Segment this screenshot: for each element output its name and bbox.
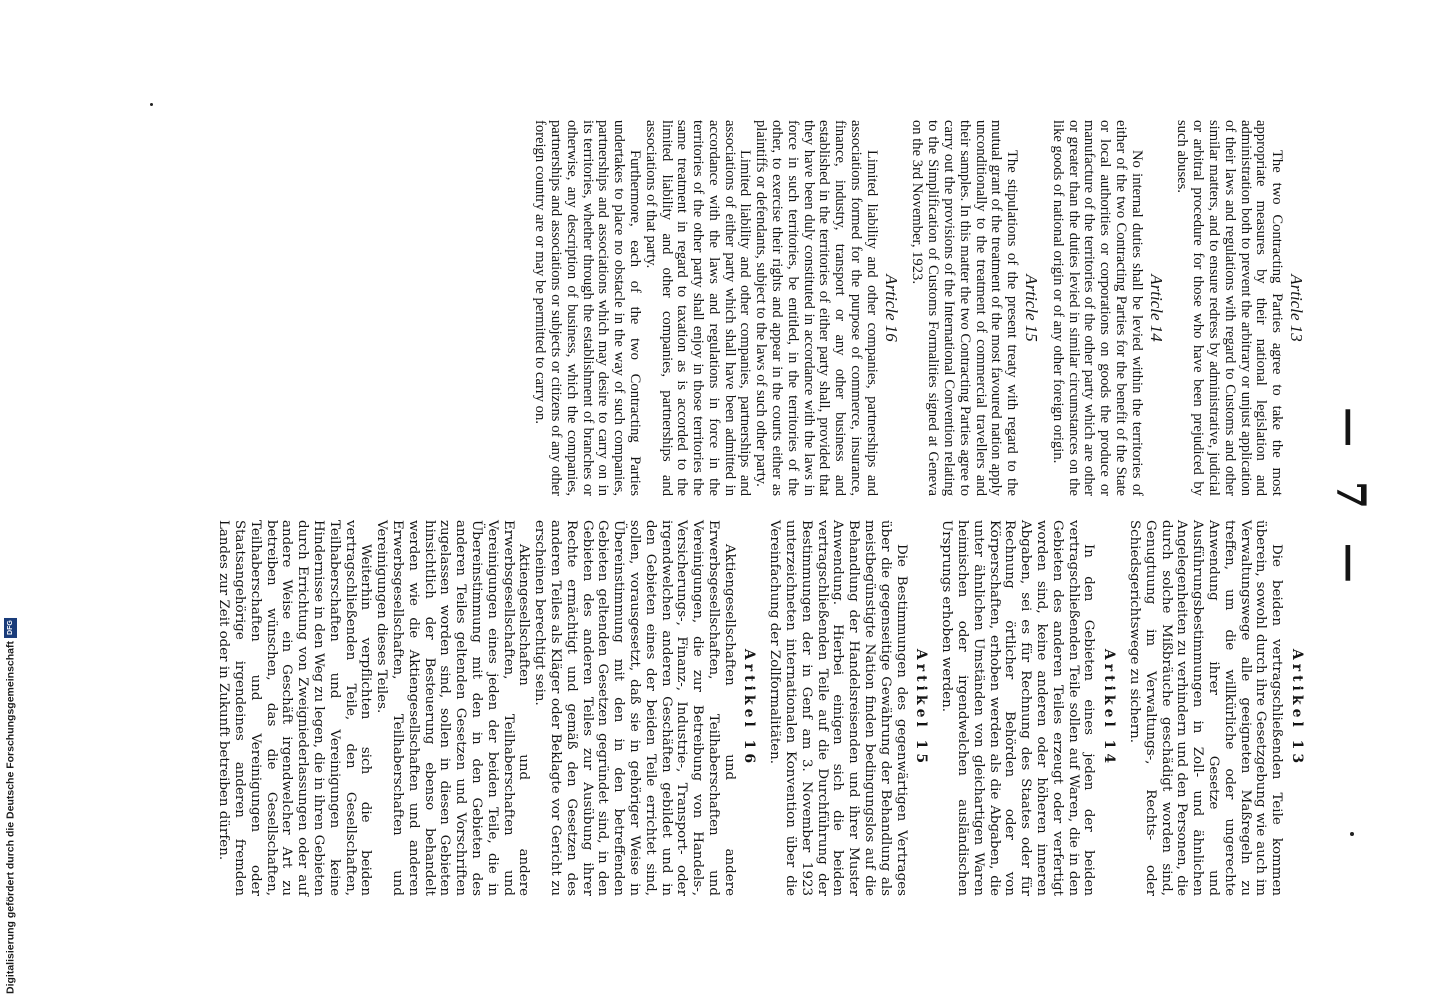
german-article-title: Artikel 14: [1101, 648, 1118, 768]
english-article-paragraph: The stipulations of the present treaty with regard to the mutual grant of the treatment of the most favoured nation apply unconditionally to the treatment of commercial travellers and their samples. In this matter the two Contracting Parties agree to carry out the provisions of the International Convention relating to the Simplification of Customs Formalities signed at Geneva on the 3rd November, 1923.: [909, 120, 1021, 496]
scan-speck: [150, 103, 153, 106]
english-article-paragraph: Limited liability and other companies, partnerships and associations of either party which shall have been admitted in accordance with the laws and regulations in force in the territories of the other party shall enjoy in those territories the same treatment in regard to taxation as is accorded to the limited liability and other companies, partnerships and associations of that party.: [642, 120, 754, 496]
english-article-title: Article 13: [1287, 274, 1306, 342]
english-article-title: Article 15: [1022, 274, 1042, 342]
german-article-paragraph: Weiterhin verpflichten sich die beiden vertragschließenden Teile, den Gesellschaften, Teilhaberschaften und Vereinigungen keine Hindernisse in den Weg zu legen, die in ihren Gebieten durch Errichtung von Zweigniederlassungen oder auf andere Weise ein Geschäft irgendwelcher Art zu betreiben wünschen, das die Gesellschaften, Teilhaberschaften und Vereinigungen oder Staatsangehörige irgendeines anderen fremden Landes zur Zeit oder in Zukunft betreiben dürfen.: [216, 520, 374, 896]
german-article-paragraph: Die Bestimmungen des gegenwärtigen Vertrages über die gegenseitige Gewährung der Behandlung als meistbegünstigte Nation finden bedingungslos auf die Behandlung der Handelsreisenden und ihrer Muster Anwendung. Hierbei einigen sich die beiden vertragschließenden Teile auf die Durchführung der Bestimmungen der in Genf am 3. November 1923 unterzeichneten internationalen Konvention über die Vereinfachung der Zollformalitäten.: [767, 520, 909, 896]
german-article-paragraph: Aktiengesellschaften und andere Erwerbsgesellschaften, Teilhaberschaften und Vereinigungen, die zur Betreibung von Handels-, Versicherungs-, Finanz-, Industrie-, Transport- oder irgendwelchen anderen Geschäften gebildet und in den Gebieten eines der beiden Teile errichtet sind, sollen, vorausgesetzt, daß sie in gehöriger Weise in Übereinstimmung mit den in den betreffenden Gebieten geltenden Gesetzen gegründet sind, in den Gebieten des anderen Teiles zur Ausübung ihrer Rechte ermächtigt und gemäß den Gesetzen des anderen Teiles als Kläger oder Beklagte vor Gericht zu erscheinen berechtigt sein.: [532, 520, 737, 896]
english-article-title: Article 16: [881, 274, 901, 342]
german-column: [215, 520, 1304, 896]
english-article-paragraph: No internal duties shall be levied within the territories of either of the two Contracting Parties for the benefit of the State or local authorities or corporations on goods the produce or manufacture of the territories of the other party which are other or greater than the duties levied in similar circumstances on the like goods of national origin or of any other foreign origin.: [1049, 120, 1145, 496]
german-article-paragraph: Aktiengesellschaften und andere Erwerbsgesellschaften, Teilhaberschaften und Vereinigungen eines jeden der beiden Teile, die in Übereinstimmung mit den in den Gebieten des anderen Teiles geltenden Gesetzen und Vorschriften zugelassen worden sind, sollen in diesen Gebieten hinsichtlich der Besteuerung ebenso behandelt werden wie die Aktiengesellschaften und anderen Erwerbsgesellschaften, Teilhaberschaften und Vereinigungen dieses Teiles.: [374, 520, 532, 896]
german-article-paragraph: Die beiden vertragschließenden Teile kommen überein, sowohl durch ihre Gesetzgebung wie auch im Verwaltungswege alle geeigneten Maßregeln zu treffen, um die willkürliche oder ungerechte Anwendung ihrer Gesetze und Ausführungsbestimmungen in Zoll- und ähnlichen Angelegenheiten zu verhindern und den Personen, die durch solche Mißbräuche geschädigt worden sind, Genugtuung im Verwaltungs-, Rechts- oder Schiedsgerichtswege zu sichern.: [1127, 520, 1285, 896]
german-article-paragraph: In den Gebieten eines jeden der beiden vertragschließenden Teile sollen auf Waren, die in den Gebieten des anderen Teiles erzeugt oder verfertigt worden sind, keine anderen oder höheren inneren Abgaben, sei es für Rechnung des Staates oder für Rechnung örtlicher Behörden oder von Körperschaften, erhoben werden als die Abgaben, die unter ähnlichen Umständen von gleichartigen Waren heimischen oder irgendwelchen ausländischen Ursprungs erhoben werden.: [939, 520, 1097, 896]
german-article-title: Artikel 13: [1289, 648, 1305, 768]
footer-text: Digitalisierung gefördert durch die Deutsche Forschungsgemeinschaft: [4, 641, 17, 994]
page-number: — 7 —: [1327, 407, 1374, 593]
english-article-paragraph: The two Contracting Parties agree to take the most appropriate measures by their national legislation and administration both to prevent the arbitrary or unjust application of their laws and regulations with regard to Customs and other similar matters, and to ensure redress by administrative, judicial or arbitral procedure for those who have been prejudiced by such abuses.: [1174, 120, 1286, 496]
english-article-title: Article 14: [1146, 274, 1166, 342]
footer-credit: [4, 618, 17, 994]
dfg-logo-icon: DFG: [4, 618, 17, 638]
german-article-title: Artikel 16: [741, 648, 758, 768]
english-article-paragraph: Furthermore, each of the two Contracting Parties undertakes to place no obstacle in the way of such companies, partnerships and associations which may desire to carry on in its territories, whether through the establishment of branches or otherwise, any description of business, which the companies, partnerships and associations or subjects or citizens of any other foreign country are or may be permitted to carry on.: [532, 120, 643, 496]
english-column: [531, 120, 1304, 496]
english-article-paragraph: Limited liability and other companies, partnerships and associations formed for the purpose of commerce, insurance, finance, industry, transport or any other business and established in the territories of either party shall, provided that they have been duly constituted in accordance with the laws in force in such territories, be entitled, in the territories of the other, to exercise their rights and appear in the courts either as plaintiffs or defendants, subject to the laws of such other party.: [753, 120, 880, 496]
scan-speck: [1350, 832, 1354, 836]
german-article-title: Artikel 15: [913, 648, 930, 768]
